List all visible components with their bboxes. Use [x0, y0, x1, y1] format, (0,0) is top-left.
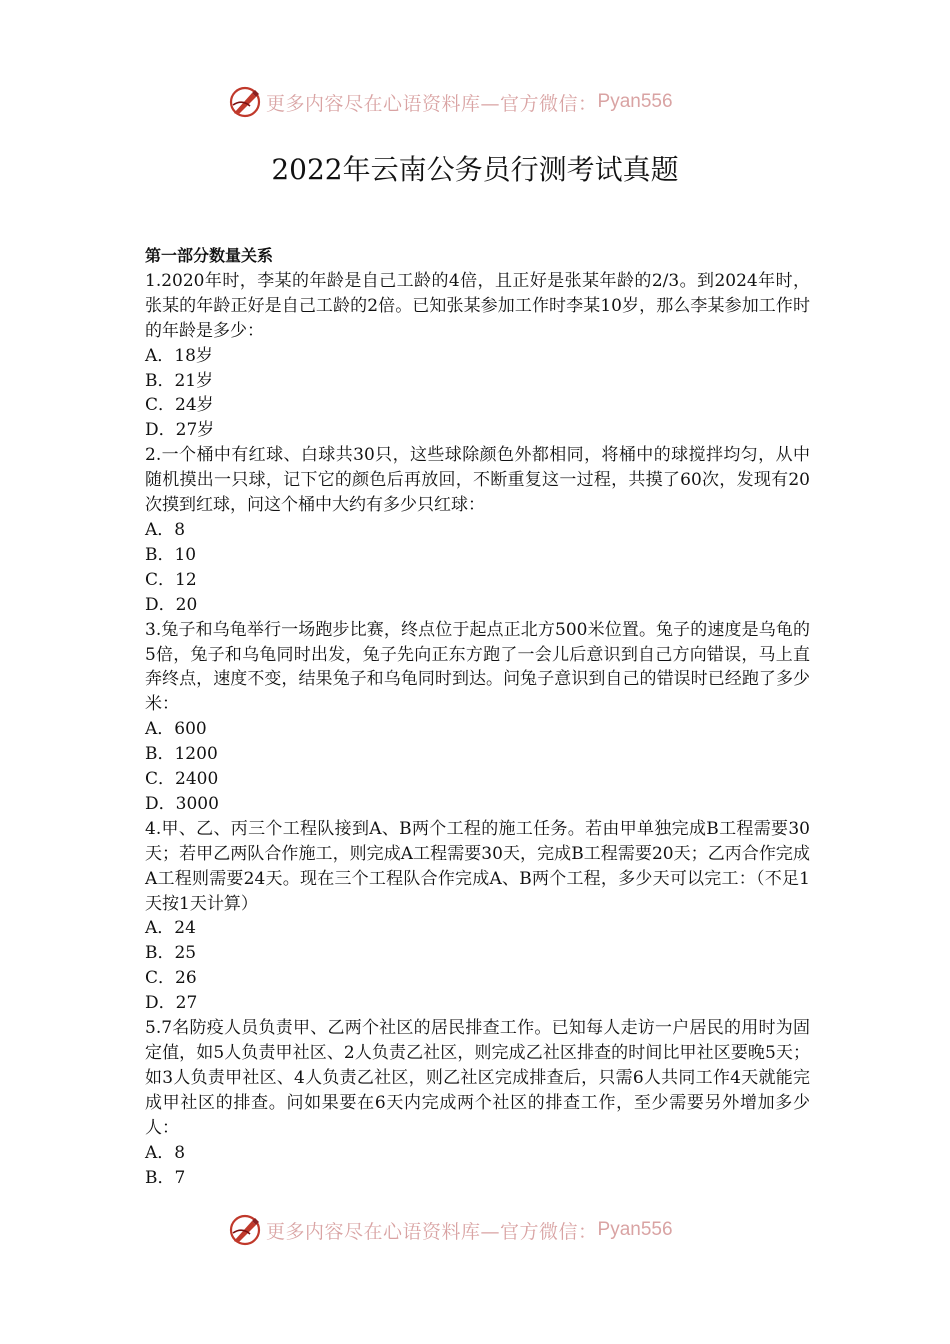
question-text: 2.一个桶中有红球、白球共30只，这些球除颜色外都相同，将桶中的球搅拌均匀，从中随机摸出一只球，记下它的颜色后再放回，不断重复这一过程，共摸了60次，发现有20次摸到红球，问这个桶中大约有多少只红球： — [145, 445, 810, 516]
option-c: C．12 — [145, 569, 197, 590]
question-3 — [145, 618, 810, 817]
header-watermark-banner — [0, 82, 950, 122]
banner-text: 更多内容尽在心语资料库—官方微信： — [266, 92, 598, 115]
pen-logo-icon — [228, 1213, 262, 1247]
option-a: A．600 — [145, 719, 207, 740]
question-2 — [145, 443, 810, 617]
option-d: D．27岁 — [145, 420, 215, 441]
question-5 — [145, 1016, 810, 1190]
document-body — [145, 244, 810, 1190]
footer-watermark-banner — [0, 1210, 950, 1250]
question-text: 3.兔子和乌龟举行一场跑步比赛，终点位于起点正北方500米位置。兔子的速度是乌龟的5倍，兔子和乌龟同时出发，兔子先向正东方跑了一会儿后意识到自己方向错误，马上直奔终点，速度不变，结果兔子和乌龟同时到达。问兔子意识到自己的错误时已经跑了多少米： — [145, 619, 810, 715]
option-a: A．18岁 — [145, 345, 213, 366]
question-text: 1.2020年时，李某的年龄是自己工龄的4倍，且正好是张某年龄的2/3。到2024年时，张某的年龄正好是自己工龄的2倍。已知张某参加工作时李某10岁，那么李某参加工作时的年龄是多少： — [145, 270, 810, 341]
option-b: B．21岁 — [145, 370, 214, 391]
option-a: A．8 — [145, 1142, 186, 1163]
option-d: D．3000 — [145, 793, 219, 814]
option-d: D．27 — [145, 993, 198, 1014]
banner-wechat-id: Pyan556 — [597, 1219, 673, 1240]
page-title: 2022年云南公务员行测考试真题 — [271, 153, 679, 186]
option-c: C．2400 — [145, 769, 219, 790]
option-c: C．26 — [145, 968, 197, 989]
option-c: C．24岁 — [145, 395, 214, 416]
banner-wechat-id: Pyan556 — [597, 91, 673, 112]
question-4 — [145, 817, 810, 1016]
option-b: B．1200 — [145, 744, 218, 765]
option-a: A．24 — [145, 918, 196, 939]
option-b: B．7 — [145, 1167, 186, 1188]
option-d: D．20 — [145, 594, 198, 615]
question-text: 5.7名防疫人员负责甲、乙两个社区的居民排查工作。已知每人走访一户居民的用时为固定值，如5人负责甲社区、2人负责乙社区，则完成乙社区排查的时间比甲社区要晚5天；如3人负责甲社区、4人负责乙社区，则乙社区完成排查后，只需6人共同工作4天就能完成甲社区的排查。问如果要在6天内完成两个社区的排查工作，至少需要另外增加多少人： — [145, 1018, 810, 1138]
pen-logo-icon — [228, 85, 262, 119]
question-1 — [145, 269, 810, 443]
option-b: B．25 — [145, 943, 197, 964]
section-heading: 第一部分数量关系 — [145, 246, 274, 265]
banner-text: 更多内容尽在心语资料库—官方微信： — [266, 1220, 598, 1243]
question-text: 4.甲、乙、丙三个工程队接到A、B两个工程的施工任务。若由甲单独完成B工程需要30天；若甲乙两队合作施工，则完成A工程需要30天，完成B工程需要20天；乙丙合作完成A工程则需要24天。现在三个工程队合作完成A、B两个工程，多少天可以完工：（不足1天按1天计算） — [145, 818, 810, 914]
option-a: A．8 — [145, 519, 186, 540]
option-b: B．10 — [145, 544, 197, 565]
